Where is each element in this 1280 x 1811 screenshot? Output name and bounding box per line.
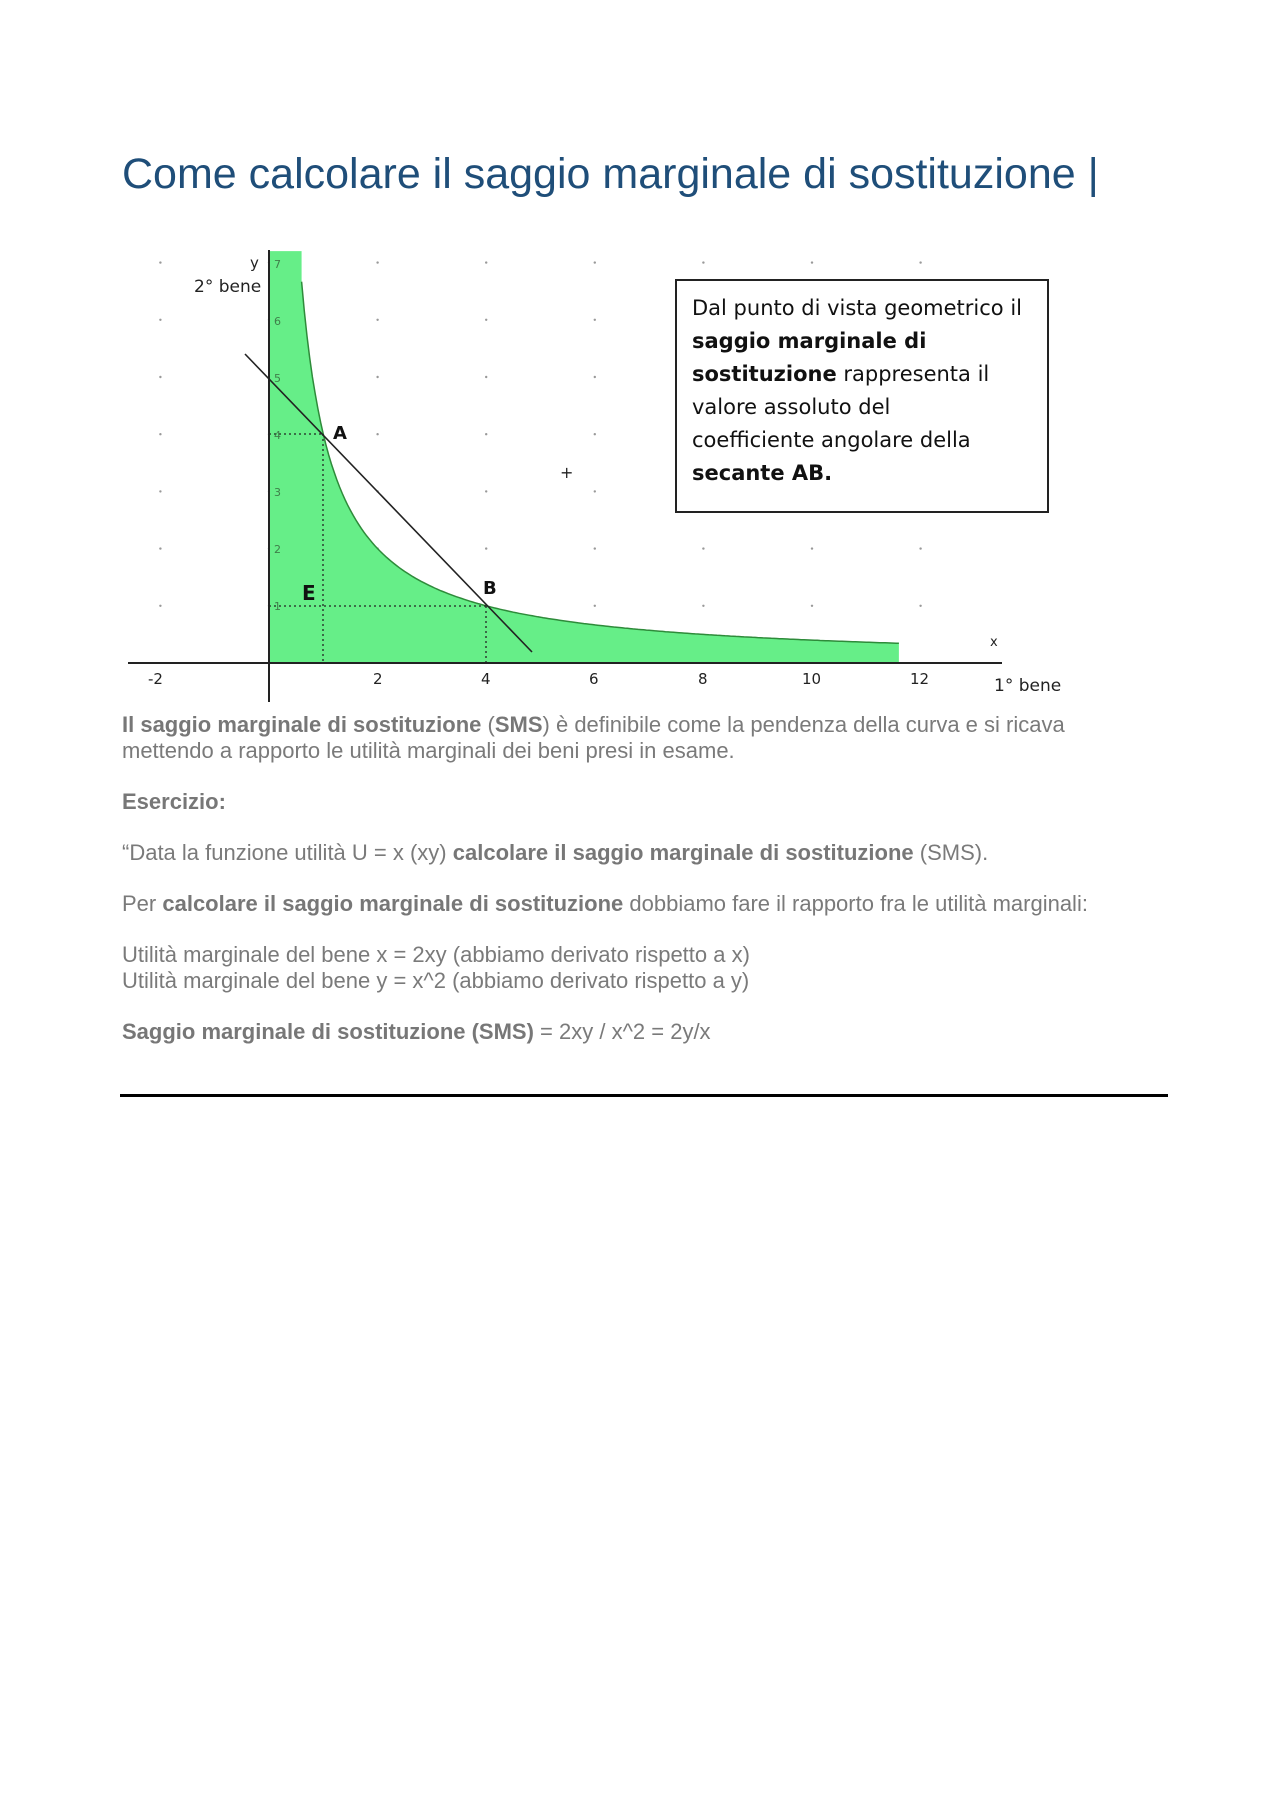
text-span: Per xyxy=(122,891,163,916)
grid-dot xyxy=(594,261,596,263)
x-axis-label: 1° bene xyxy=(994,676,1062,696)
note-line: secante AB. xyxy=(692,461,833,485)
page-title: Come calcolare il saggio marginale di sostituzione | xyxy=(122,150,1099,198)
note-line xyxy=(692,362,989,386)
grid-dot xyxy=(159,433,161,435)
x-tick-label: 8 xyxy=(698,670,708,688)
x-tick-label: 12 xyxy=(910,670,930,688)
plus-mark: + xyxy=(560,463,574,482)
intro-paragraph xyxy=(122,712,1162,764)
figure-graphic xyxy=(122,242,1062,712)
text-span: (SMS). xyxy=(913,840,989,865)
grid-dot xyxy=(376,319,378,321)
grid-dot xyxy=(702,547,704,549)
text-span: = 2xy / x^2 = 2y/x xyxy=(533,1019,711,1044)
grid-dot xyxy=(376,433,378,435)
grid-dot xyxy=(159,547,161,549)
grid-dot xyxy=(159,605,161,607)
exercise-paragraph xyxy=(122,840,1162,866)
grid-dot xyxy=(485,490,487,492)
derivative-line: Utilità marginale del bene y = x^2 (abbiamo derivato rispetto a y) xyxy=(122,968,750,993)
grid-dot xyxy=(811,605,813,607)
y-tick-label: 5 xyxy=(274,372,281,385)
horizontal-rule xyxy=(120,1094,1168,1097)
text-span: “Data la funzione utilità U = x (xy) xyxy=(122,840,453,865)
bold-term: Il saggio marginale di sostituzione xyxy=(122,712,482,737)
bold-term: Saggio marginale di sostituzione (SMS) xyxy=(122,1019,534,1044)
grid-dot xyxy=(811,547,813,549)
x-tick-label: 6 xyxy=(589,670,599,688)
grid-dot xyxy=(919,261,921,263)
note-line: coefficiente angolare della xyxy=(692,428,971,452)
result-paragraph xyxy=(122,1019,1162,1045)
bold-term: calcolare il saggio marginale di sostituzione xyxy=(162,891,624,916)
grid-dot xyxy=(594,605,596,607)
grid-dot xyxy=(702,605,704,607)
x-axis-letter: x xyxy=(990,635,998,650)
article-body xyxy=(122,712,1162,1070)
point-a-label: A xyxy=(333,423,347,444)
grid-dot xyxy=(376,376,378,378)
grid-dot xyxy=(485,376,487,378)
note-line: saggio marginale di xyxy=(692,329,927,353)
x-tick-label: 2 xyxy=(373,670,383,688)
grid-dot xyxy=(485,433,487,435)
text-span: ( xyxy=(481,712,495,737)
grid-dot xyxy=(485,319,487,321)
y-tick-label: 3 xyxy=(274,486,281,499)
bold-term: Esercizio: xyxy=(122,789,226,814)
method-paragraph xyxy=(122,891,1162,917)
grid-dot xyxy=(702,261,704,263)
point-b-label: B xyxy=(483,578,497,599)
x-tick-label: -2 xyxy=(148,670,163,688)
grid-dot xyxy=(811,261,813,263)
derivatives-paragraph xyxy=(122,942,1162,994)
grid-dot xyxy=(159,376,161,378)
grid-dot xyxy=(376,261,378,263)
grid-dot xyxy=(594,490,596,492)
y-axis-letter: y xyxy=(250,254,259,272)
text-span: ) è definibile come la pendenza della curva e si ricava mettendo a rapporto le utilità marginali dei beni presi in esame. xyxy=(122,712,1065,763)
text-span: dobbiamo fare il rapporto fra le utilità marginali: xyxy=(623,891,1088,916)
y-tick-label: 2 xyxy=(274,543,281,556)
grid-dot xyxy=(919,605,921,607)
grid-dot xyxy=(485,261,487,263)
y-tick-label: 6 xyxy=(274,315,281,328)
grid-dot xyxy=(594,433,596,435)
x-tick-label: 10 xyxy=(802,670,822,688)
note-line: Dal punto di vista geometrico il xyxy=(692,296,1022,320)
y-tick-label: 4 xyxy=(274,429,281,442)
grid-dot xyxy=(159,261,161,263)
derivative-line: Utilità marginale del bene x = 2xy (abbiamo derivato rispetto a x) xyxy=(122,942,750,967)
exercise-heading xyxy=(122,789,1162,815)
grid-dot xyxy=(919,547,921,549)
note-bold-term: sostituzione xyxy=(692,362,837,386)
note-line: valore assoluto del xyxy=(692,395,891,419)
point-e-label: E xyxy=(302,581,316,605)
grid-dot xyxy=(594,376,596,378)
grid-dot xyxy=(485,547,487,549)
y-tick-label: 1 xyxy=(274,600,281,613)
bold-term: SMS xyxy=(494,712,543,737)
y-axis-label: 2° bene xyxy=(194,277,262,297)
note-text: rappresenta il xyxy=(836,362,990,386)
y-tick-label: 7 xyxy=(274,258,281,271)
grid-dot xyxy=(594,547,596,549)
x-tick-label: 4 xyxy=(481,670,491,688)
bold-term: calcolare il saggio marginale di sostituzione xyxy=(452,840,914,865)
grid-dot xyxy=(594,319,596,321)
grid-dot xyxy=(159,490,161,492)
indifference-curve-figure xyxy=(122,242,1062,712)
grid-dot xyxy=(159,319,161,321)
